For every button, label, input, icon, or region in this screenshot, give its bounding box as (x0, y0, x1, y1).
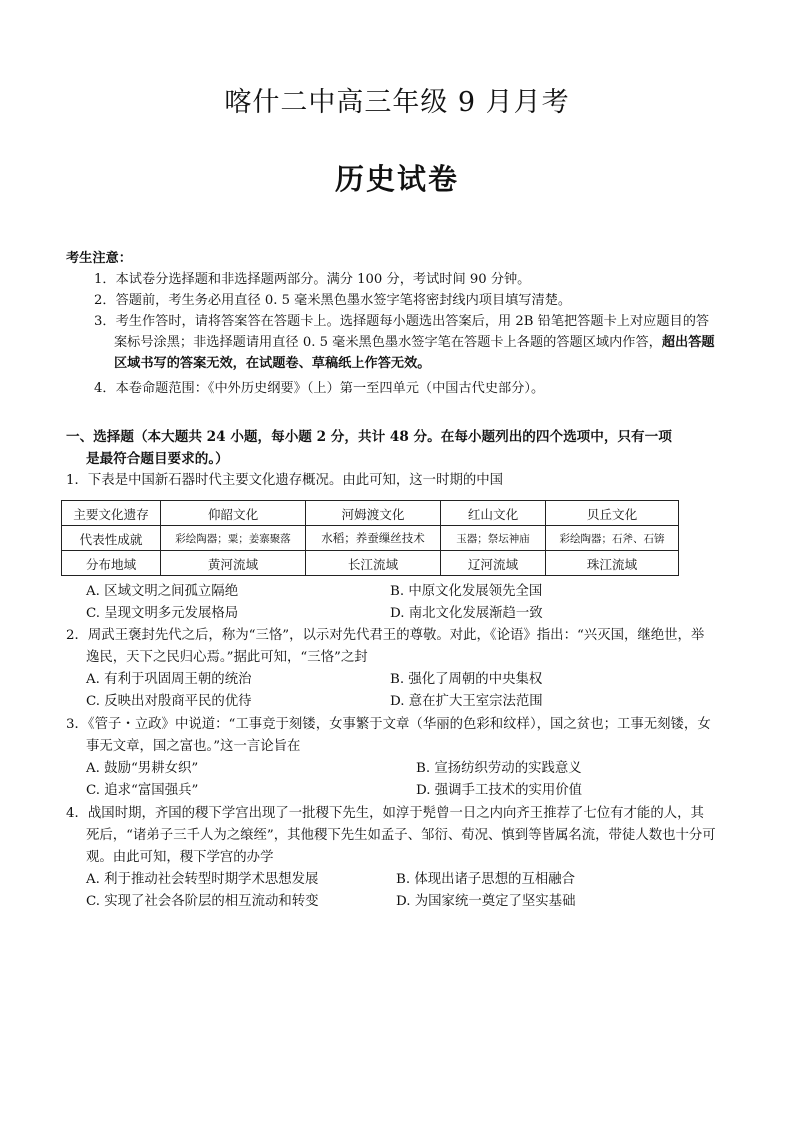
notice-item: 1．本试卷分选择题和非选择题两部分。满分 100 分，考试时间 90 分钟。 (94, 272, 531, 287)
table-cell: 珠江流域 (546, 551, 679, 576)
option-b[interactable]: B. 强化了周朝的中央集权 (390, 672, 543, 687)
option-group (66, 758, 716, 802)
table-cell: 仰韶文化 (161, 501, 306, 526)
option-d[interactable]: D. 为国家统一奠定了坚实基础 (396, 894, 576, 909)
table-cell: 主要文化遗存 (62, 501, 161, 526)
option-a[interactable]: A. 有利于巩固周王朝的统治 (86, 672, 252, 687)
question-3 (66, 714, 716, 802)
table-cell: 玉器；祭坛神庙 (441, 526, 546, 551)
table-row (62, 526, 679, 551)
question-1 (66, 470, 716, 492)
notice-item: 4．本卷命题范围：《中外历史纲要》（上）第一至四单元（中国古代史部分）。 (94, 381, 545, 396)
table-row (62, 501, 679, 526)
notice-item-text: 3．考生作答时，请将答案答在答题卡上。选择题每小题选出答案后，用 2B 铅笔把答题卡上对应题目的答案标号涂黑；非选择题请用直径 0. 5 毫米黑色墨水签字笔在答题卡上各题的答题区域内作答， (94, 314, 710, 350)
option-c[interactable]: C. 追求“富国强兵” (86, 783, 199, 798)
question-stem: 2．周武王褒封先代之后，称为“三恪”，以示对先代君王的尊敬。对此，《论语》指出：“兴灭国，继绝世，举逸民，天下之民归心焉。”据此可知，“三恪”之封 (66, 628, 705, 665)
option-d[interactable]: D. 强调手工技术的实用价值 (416, 783, 583, 798)
table-cell: 长江流域 (306, 551, 441, 576)
option-a[interactable]: A. 区域文明之间孤立隔绝 (86, 584, 239, 599)
table-cell: 红山文化 (441, 501, 546, 526)
option-group (66, 581, 716, 625)
section-heading (66, 426, 716, 470)
notice-item-emphasis: 超出答题区域书写的答案无效，在试题卷、草稿纸上作答无效。 (114, 335, 715, 371)
table-cell: 贝丘文化 (546, 501, 679, 526)
section-heading-line: 是最符合题目要求的。） (86, 451, 229, 467)
option-b[interactable]: B. 宣扬纺织劳动的实践意义 (416, 761, 582, 776)
option-a[interactable]: A. 利于推动社会转型时期学术思想发展 (86, 872, 319, 887)
option-a[interactable]: A. 鼓励“男耕女织” (86, 761, 199, 776)
notice-item: 2．答题前，考生务必用直径 0. 5 毫米黑色墨水签字笔将密封线内项目填写清楚。 (94, 293, 572, 308)
option-group (66, 669, 716, 713)
notice-heading: 考生注意： (66, 251, 132, 266)
table-cell: 辽河流域 (441, 551, 546, 576)
question-1-options (66, 581, 716, 625)
table-cell: 分布地域 (62, 551, 161, 576)
option-c[interactable]: C. 呈现文明多元发展格局 (86, 606, 239, 621)
exam-subject: 历史试卷 (334, 162, 459, 196)
question-stem: 1．下表是中国新石器时代主要文化遗存概况。由此可知，这一时期的中国 (66, 473, 504, 488)
table-cell: 代表性成就 (62, 526, 161, 551)
option-d[interactable]: D. 南北文化发展渐趋一致 (390, 606, 543, 621)
table-cell: 彩绘陶器；粟；姜寨聚落 (161, 526, 306, 551)
question-2 (66, 625, 716, 713)
option-b[interactable]: B. 体现出诸子思想的互相融合 (396, 872, 576, 887)
question-stem: 3．《管子・立政》中说道：“工事竞于刻镂，女事繁于文章（华丽的色彩和纹样），国之贫也；工事无刻镂，女事无文章，国之富也。”这一言论旨在 (66, 717, 711, 754)
option-c[interactable]: C. 实现了社会各阶层的相互流动和转变 (86, 894, 319, 909)
section-heading-line: 一、选择题（本大题共 24 小题，每小题 2 分，共计 48 分。在每小题列出的四个选项中，只有一项 (66, 429, 672, 445)
option-b[interactable]: B. 中原文化发展领先全国 (390, 584, 543, 599)
table-cell: 水稻；养蚕缫丝技术 (306, 526, 441, 551)
question-4 (66, 803, 716, 913)
table-cell: 河姆渡文化 (306, 501, 441, 526)
culture-table (61, 500, 679, 576)
notice-block (66, 248, 716, 399)
option-d[interactable]: D. 意在扩大王室宗法范围 (390, 694, 543, 709)
exam-title: 喀什二中高三年级 9 月月考 (224, 87, 570, 118)
notice-item (66, 311, 716, 374)
table-cell: 彩绘陶器；石斧、石锛 (546, 526, 679, 551)
question-stem: 4．战国时期，齐国的稷下学宫出现了一批稷下先生，如淳于髡曾一日之内向齐王推荐了七位有才能的人，其死后，“诸弟子三千人为之缞绖”，其他稷下先生如孟子、邹衍、荀况、慎到等皆属名流，带徒人数也十分可观。由此可知，稷下学宫的办学 (66, 806, 716, 865)
table-cell: 黄河流域 (161, 551, 306, 576)
table-row (62, 551, 679, 576)
option-c[interactable]: C. 反映出对殷商平民的优待 (86, 694, 252, 709)
option-group (66, 869, 716, 913)
